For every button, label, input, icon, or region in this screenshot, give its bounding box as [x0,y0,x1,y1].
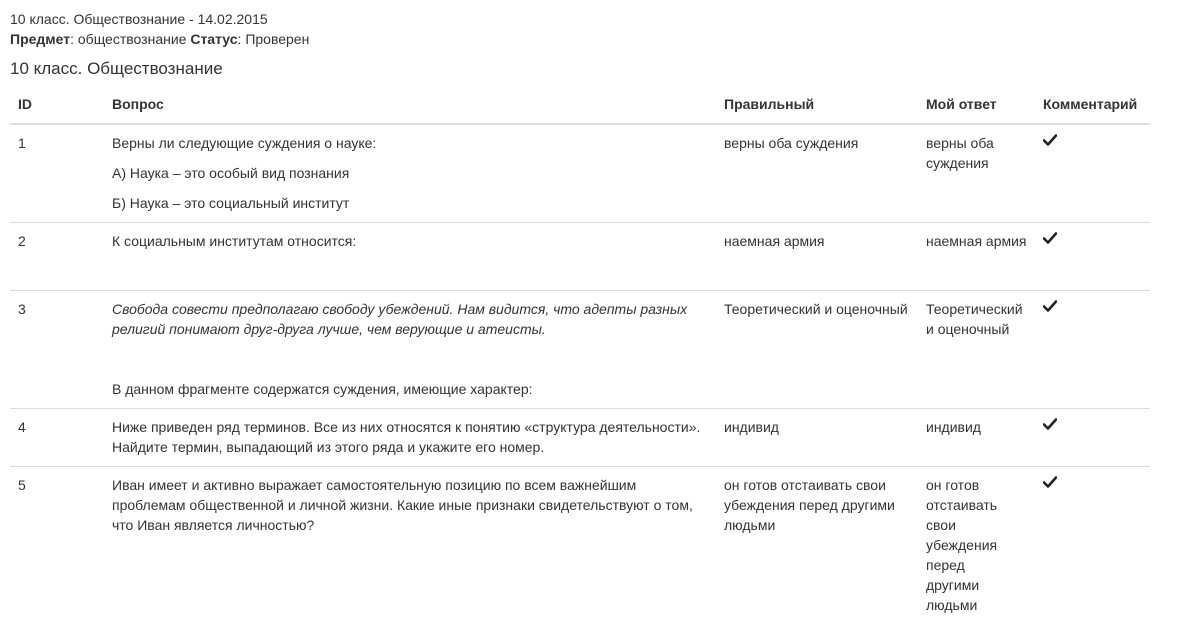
row-id: 1 [18,135,26,151]
check-icon [1043,300,1059,314]
row-correct-answer: индивид [716,409,918,467]
question-text: В данном фрагменте содержатся суждения, имеющие характер: [112,381,533,397]
row-comment [1035,409,1150,467]
row-correct-answer: верны оба суждения [724,135,859,151]
check-icon [1043,134,1059,148]
row-my-answer: индивид [918,409,1035,467]
section-title: 10 класс. Обществознание [10,59,223,78]
question-text: К социальным институтам относится: [112,233,357,249]
test-meta: Предмет: обществознание Статус: Проверен [10,31,310,47]
row-my-answer: Теоретический и оценочный [918,291,1035,409]
table-row [10,291,1150,409]
row-correct-answer: он готов отстаивать свои убеждения перед другими людьми [716,467,918,625]
test-title: 10 класс. Обществознание - 14.02.2015 [10,11,268,27]
table-row [10,467,1150,625]
row-comment [1035,291,1150,409]
check-icon [1043,476,1059,490]
row-id: 5 [10,467,104,625]
row-correct-answer: наемная армия [716,223,918,291]
row-id: 4 [10,409,104,467]
row-comment [1035,467,1150,625]
status-label: Статус [190,31,238,47]
table-row [10,409,1150,467]
row-my-answer: он готов отстаивать свои убеждения перед другими людьми [918,467,1035,625]
row-my-answer: наемная армия [918,223,1035,291]
row-my-answer: верны оба суждения [926,135,994,171]
row-comment [1035,223,1150,291]
status-value: Проверен [245,31,310,47]
results-table [10,85,1150,624]
table-row [10,223,1150,291]
column-header-question: Вопрос [104,85,716,124]
question-text: Ниже приведен ряд терминов. Все из них относятся к понятию «структура деятельности». Найдите термин, выпадающий из этого ряда и укажите его номер. [112,419,701,455]
row-question [104,409,716,467]
column-header-comment: Комментарий [1035,85,1150,124]
row-question [104,467,716,625]
column-header-my-answer: Мой ответ [918,85,1035,124]
question-text: Верны ли следующие суждения о науке: [112,135,377,151]
subject-value: обществознание [77,31,187,47]
question-text: Б) Наука – это социальный институт [112,195,350,211]
table-header-row [10,85,1150,124]
row-comment [1035,124,1150,223]
question-quote: Свобода совести предполагаю свободу убеждений. Нам видится, что адепты разных религий понимают друг-друга лучше, чем верующие и атеисты. [112,301,688,337]
column-header-correct: Правильный [716,85,918,124]
subject-label: Предмет [10,31,71,47]
row-id: 3 [10,291,104,409]
row-id: 2 [10,223,104,291]
row-question [104,291,716,409]
question-text: Иван имеет и активно выражает самостоятельную позицию по всем важнейшим проблемам общественной и личной жизни. Какие иные признаки свидетельствуют о том, что Иван является личностью? [112,477,693,533]
row-question [104,223,716,291]
row-correct-answer: Теоретический и оценочный [716,291,918,409]
question-text: А) Наука – это особый вид познания [112,165,350,181]
row-question [104,124,716,223]
check-icon [1043,418,1059,432]
check-icon [1043,232,1059,246]
column-header-id: ID [10,85,104,124]
table-row [10,124,1150,223]
